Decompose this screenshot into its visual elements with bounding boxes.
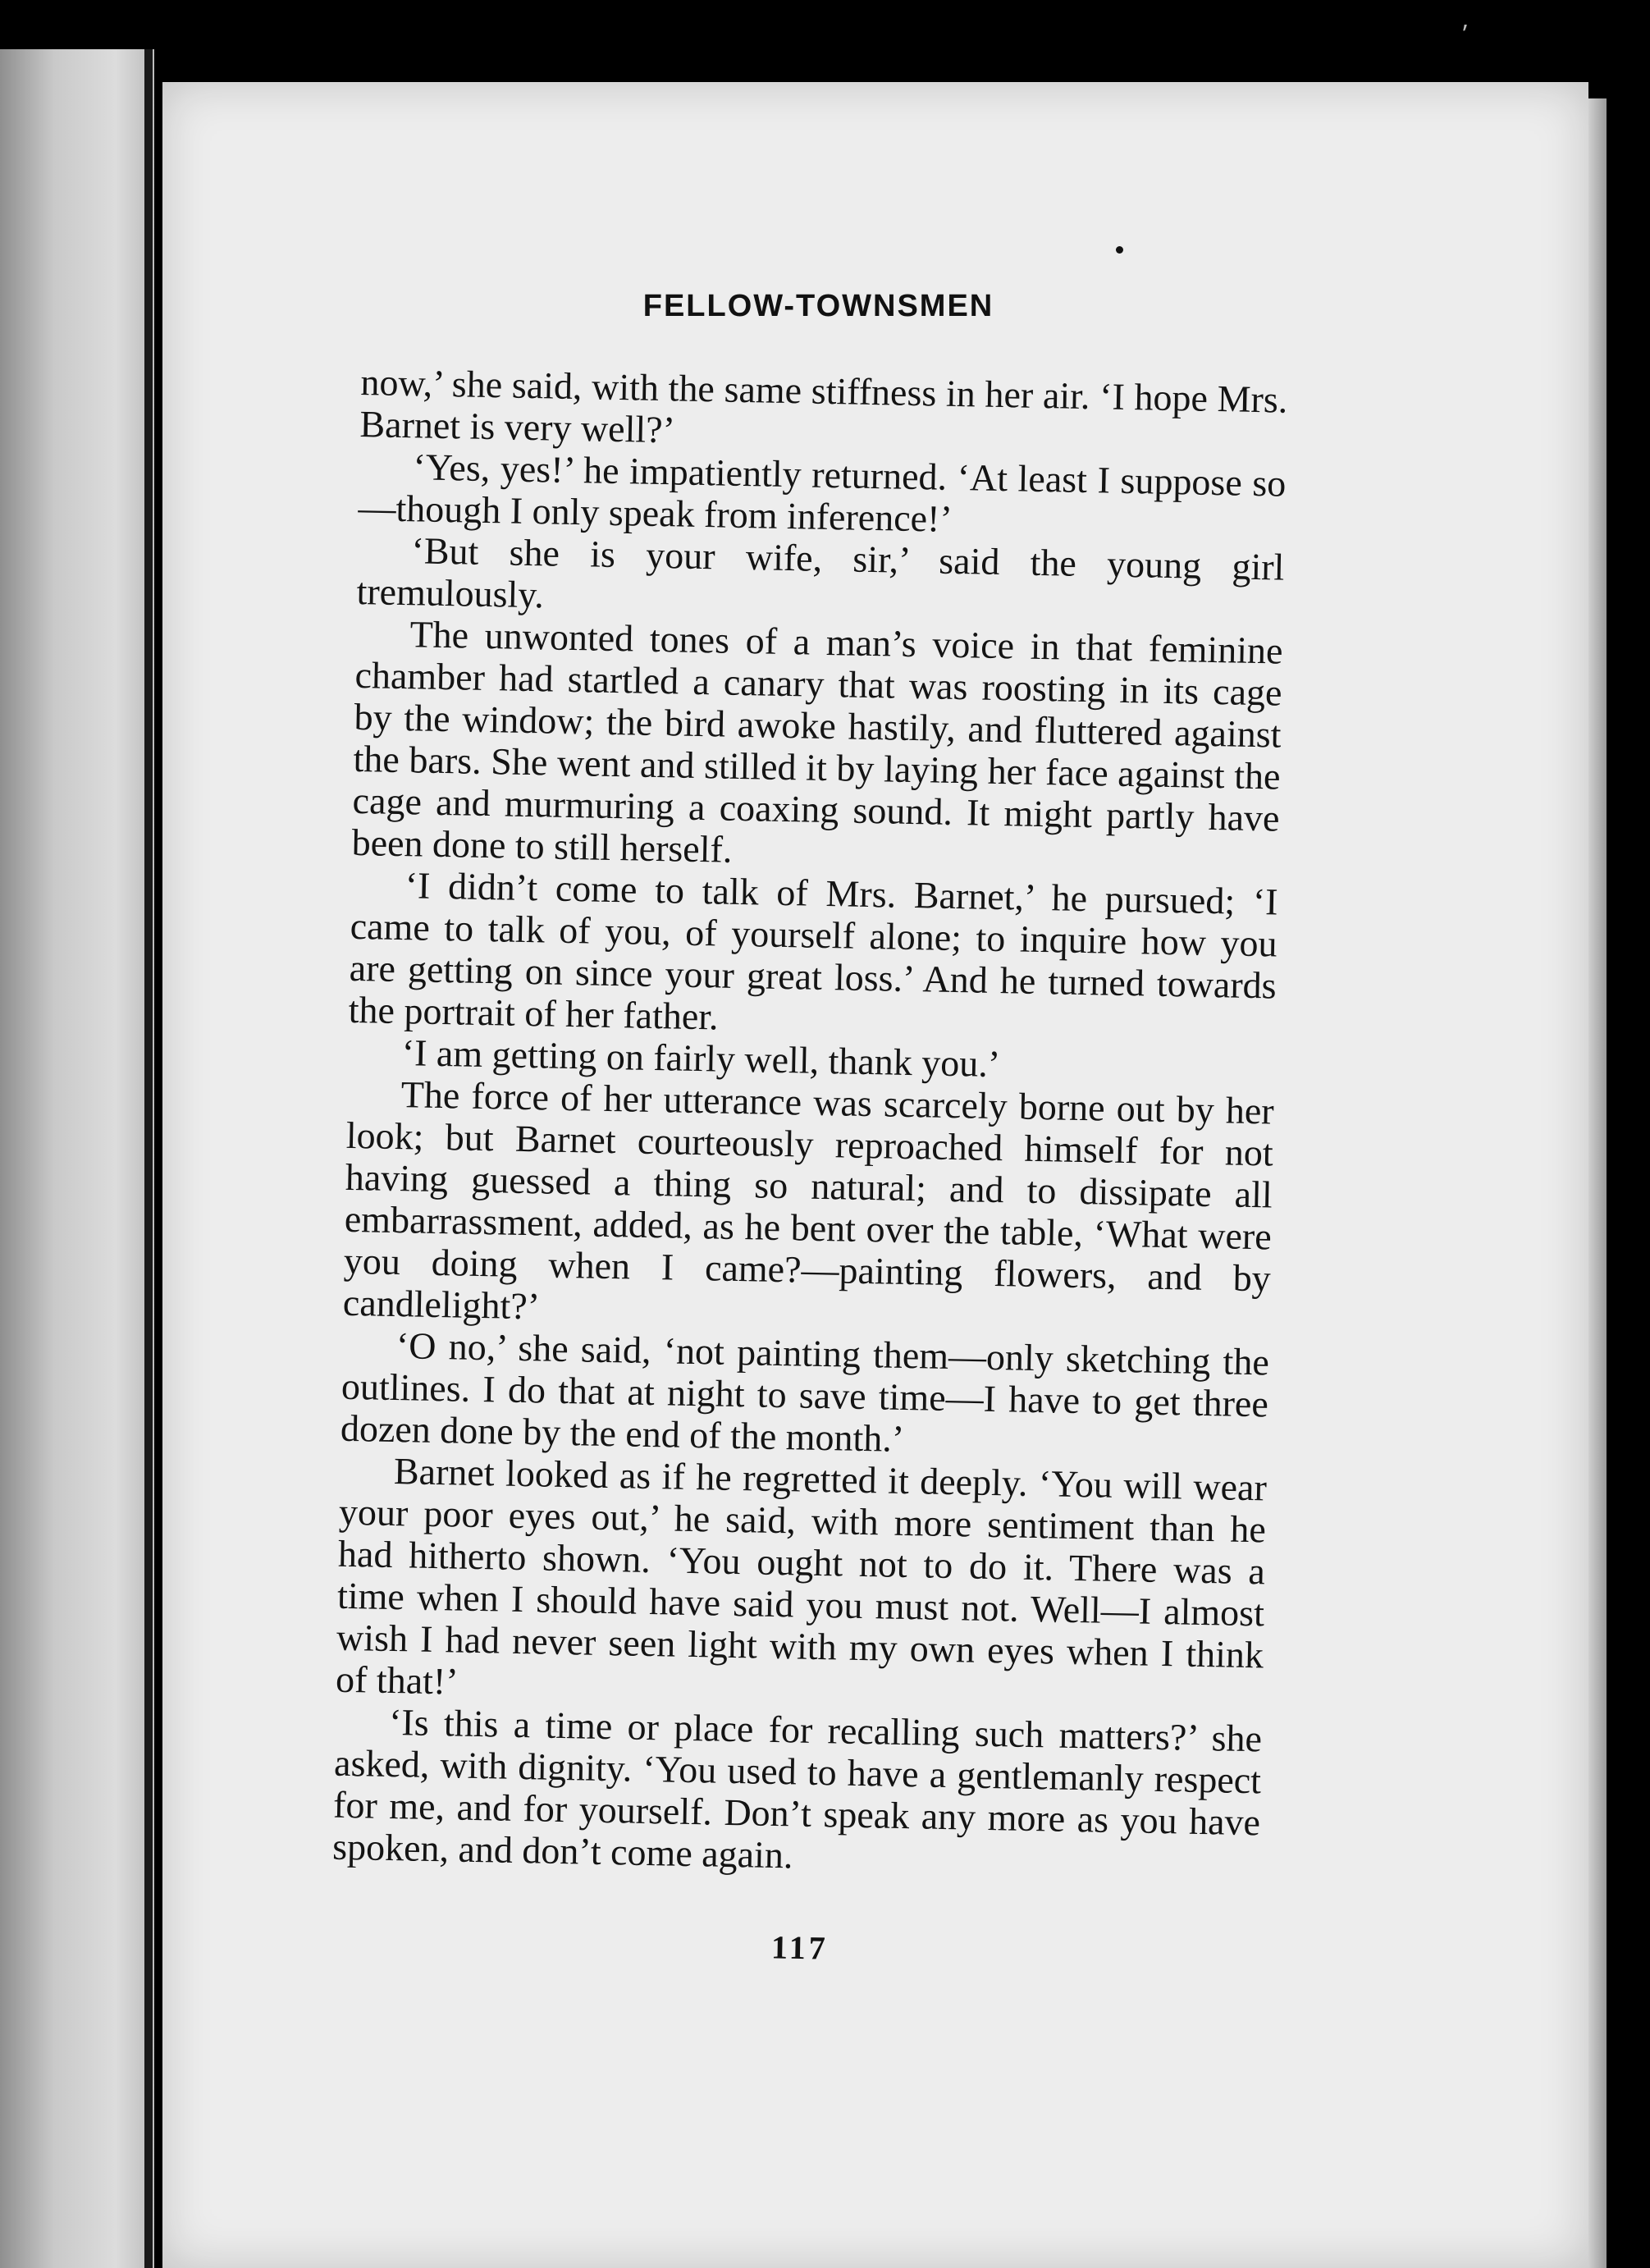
page-right-edge xyxy=(1588,98,1607,2268)
paragraph: The unwonted tones of a man’s voice in that feminine chamber had startled a canary that was roosting in its cage by the window; the bird awoke hastily, and fluttered against the bars. She went and stilled it by laying her face against the cage and murmuring a coaxing sound. It might partly have been done to still herself. xyxy=(351,613,1283,871)
paragraph: now,’ she said, with the same stiffness in her air. ‘I hope Mrs. Barnet is very well?’ xyxy=(359,361,1288,451)
paragraph: ‘Yes, yes!’ he impatiently returned. ‘At least I suppose so—though I only speak from inference!’ xyxy=(358,446,1287,540)
body-text xyxy=(332,361,1288,1885)
paragraph: ‘O no,’ she said, ‘not painting them—only sketching the outlines. I do that at night to save time—I have to get three dozen done by the end of the month.’ xyxy=(340,1324,1270,1460)
paragraph: ‘Is this a time or place for recalling such matters?’ she asked, with dignity. ‘You used to have a gentlemanly respect for me, and for yourself. Don’t speak any more as you have spoken, and don’t come again. xyxy=(331,1700,1263,1877)
paragraph: ‘I am getting on fairly well, thank you.’ xyxy=(401,1031,1001,1086)
page-number: 117 xyxy=(770,1928,830,1967)
left-page-edge xyxy=(0,49,154,2268)
paragraph: ‘I didn’t come to talk of Mrs. Barnet,’ he pursued; ‘I came to talk of you, of yourself alone; to inquire how you are getting on since your great loss.’ And he turned towards the portrait of her father. xyxy=(348,864,1279,1038)
running-head: FELLOW-TOWNSMEN xyxy=(642,289,994,323)
ink-dot xyxy=(1116,246,1123,254)
book-gutter xyxy=(144,49,153,2268)
paragraph: The force of her utterance was scarcely borne out by her look; but Barnet courteously reproached himself for not having guessed a thing so natural; and to dissipate all embarrassment, added, as he bent over the table, ‘What were you doing when I came?—painting flowers, and by candlelight?’ xyxy=(342,1073,1275,1328)
scan-corner-mark: ⸴ xyxy=(1462,9,1469,38)
paragraph: Barnet looked as if he regretted it deeply. ‘You will wear your poor eyes out,’ he said, with more sentiment than he had hitherto shown. ‘You ought not to do it. There was a time when I should have said you must not. Well—I almost wish I had never seen light with my own eyes when I think of that!’ xyxy=(335,1450,1268,1703)
paragraph: ‘But she is your wife, sir,’ said the young girl tremulously. xyxy=(356,529,1285,616)
